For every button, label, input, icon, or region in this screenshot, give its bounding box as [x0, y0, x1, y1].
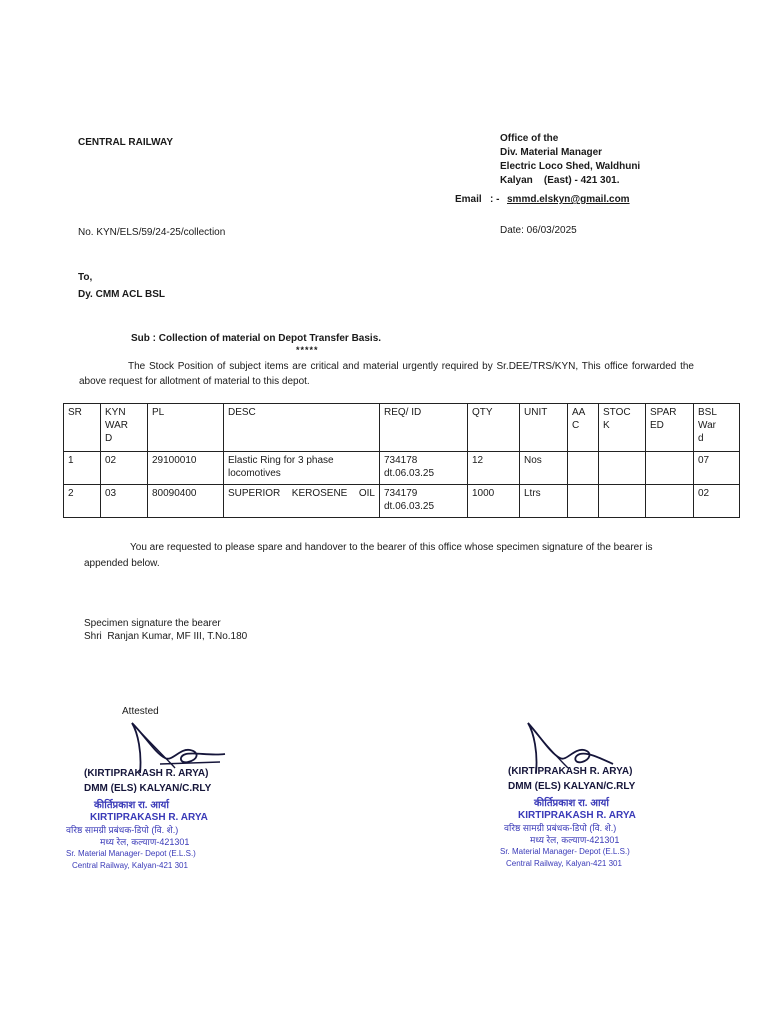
- bearer-name: Shri Ranjan Kumar, MF III, T.No.180: [84, 631, 248, 642]
- header-cell: KYN WAR D: [101, 404, 148, 452]
- header-cell: PL: [148, 404, 224, 452]
- reference-number: No. KYN/ELS/59/24-25/collection: [78, 227, 226, 238]
- table-cell: Ltrs: [520, 485, 568, 518]
- table-row: [64, 452, 740, 485]
- stamp-line: मध्य रेल, कल्याण-421301: [100, 837, 190, 847]
- stamp-line: वरिष्ठ सामग्री प्रबंधक-डिपो (वि. शे.): [504, 823, 617, 833]
- table-cell: 80090400: [148, 485, 224, 518]
- signatory-name-left: (KIRTIPRAKASH R. ARYA): [84, 768, 209, 779]
- office-address: [500, 132, 640, 188]
- addressee: Dy. CMM ACL BSL: [78, 289, 166, 300]
- stamp-line: Central Railway, Kalyan-421 301: [72, 861, 188, 870]
- table-cell: 02: [101, 452, 148, 485]
- table-cell: 2: [64, 485, 101, 518]
- material-table: [63, 403, 740, 518]
- to-label: To,: [78, 272, 93, 283]
- subject-line: Sub : Collection of material on Depot Transfer Basis.: [131, 333, 382, 344]
- table-cell: [568, 452, 599, 485]
- stamp-line: Sr. Material Manager- Depot (E.L.S.): [66, 849, 196, 858]
- table-cell: Nos: [520, 452, 568, 485]
- signatory-designation-left: DMM (ELS) KALYAN/C.RLY: [84, 783, 212, 794]
- table-cell: Elastic Ring for 3 phase locomotives: [224, 452, 380, 485]
- subject-separator: *****: [296, 345, 319, 355]
- header-cell: SR: [64, 404, 101, 452]
- table-cell: 12: [468, 452, 520, 485]
- office-line: Div. Material Manager: [500, 147, 603, 158]
- table-cell: 07: [694, 452, 740, 485]
- table-cell: 1: [64, 452, 101, 485]
- header-cell: AA C: [568, 404, 599, 452]
- table-header-row: [64, 404, 740, 452]
- email-address: smmd.elskyn@gmail.com: [507, 194, 630, 205]
- table-cell: SUPERIOR KEROSENE OIL: [224, 485, 380, 518]
- body-paragraph-2: You are requested to please spare and handover to the bearer of this office whose specimen signature of the bearer is appended below.: [84, 542, 653, 569]
- header-cell: STOC K: [599, 404, 646, 452]
- signatory-name-right: (KIRTIPRAKASH R. ARYA): [508, 766, 633, 777]
- header-cell: BSL War d: [694, 404, 740, 452]
- header-cell: DESC: [224, 404, 380, 452]
- table-cell: 03: [101, 485, 148, 518]
- signatory-designation-right: DMM (ELS) KALYAN/C.RLY: [508, 781, 636, 792]
- table-cell: [646, 452, 694, 485]
- stamp-line: KIRTIPRAKASH R. ARYA: [90, 812, 208, 823]
- table-cell: 1000: [468, 485, 520, 518]
- official-stamp-left: [66, 800, 208, 872]
- attested-label: Attested: [122, 706, 159, 717]
- table-cell: [599, 452, 646, 485]
- stamp-line: कीर्तिप्रकाश रा. आर्या: [94, 800, 169, 811]
- letter-date: Date: 06/03/2025: [500, 225, 577, 236]
- organization-name: CENTRAL RAILWAY: [78, 137, 174, 148]
- office-line: Kalyan (East) - 421 301.: [500, 175, 620, 186]
- header-cell: QTY: [468, 404, 520, 452]
- header-cell: UNIT: [520, 404, 568, 452]
- email-label: Email: [455, 194, 482, 205]
- body-paragraph-1: The Stock Position of subject items are critical and material urgently required by Sr.DEE/TRS/KYN, This office forwarded the above request for allotment of material to this depot.: [79, 361, 694, 387]
- stamp-line: कीर्तिप्रकाश रा. आर्या: [534, 798, 609, 809]
- office-line: Electric Loco Shed, Waldhuni: [500, 161, 641, 172]
- table-cell: [599, 485, 646, 518]
- official-stamp-right: [500, 798, 636, 870]
- table-cell: 734178 dt.06.03.25: [380, 452, 468, 485]
- email-separator: : -: [490, 194, 500, 205]
- stamp-line: KIRTIPRAKASH R. ARYA: [518, 810, 636, 821]
- header-cell: REQ/ ID: [380, 404, 468, 452]
- table-cell: [568, 485, 599, 518]
- table-cell: 29100010: [148, 452, 224, 485]
- stamp-line: Central Railway, Kalyan-421 301: [506, 859, 622, 868]
- stamp-line: Sr. Material Manager- Depot (E.L.S.): [500, 847, 630, 856]
- table-cell: 02: [694, 485, 740, 518]
- table-row: [64, 485, 740, 518]
- specimen-label: Specimen signature the bearer: [84, 618, 221, 629]
- stamp-line: मध्य रेल, कल्याण-421301: [530, 835, 620, 845]
- table-cell: [646, 485, 694, 518]
- stamp-line: वरिष्ठ सामग्री प्रबंधक-डिपो (वि. शे.): [66, 825, 179, 835]
- table-cell: 734179 dt.06.03.25: [380, 485, 468, 518]
- office-line: Office of the: [500, 133, 559, 144]
- header-cell: SPAR ED: [646, 404, 694, 452]
